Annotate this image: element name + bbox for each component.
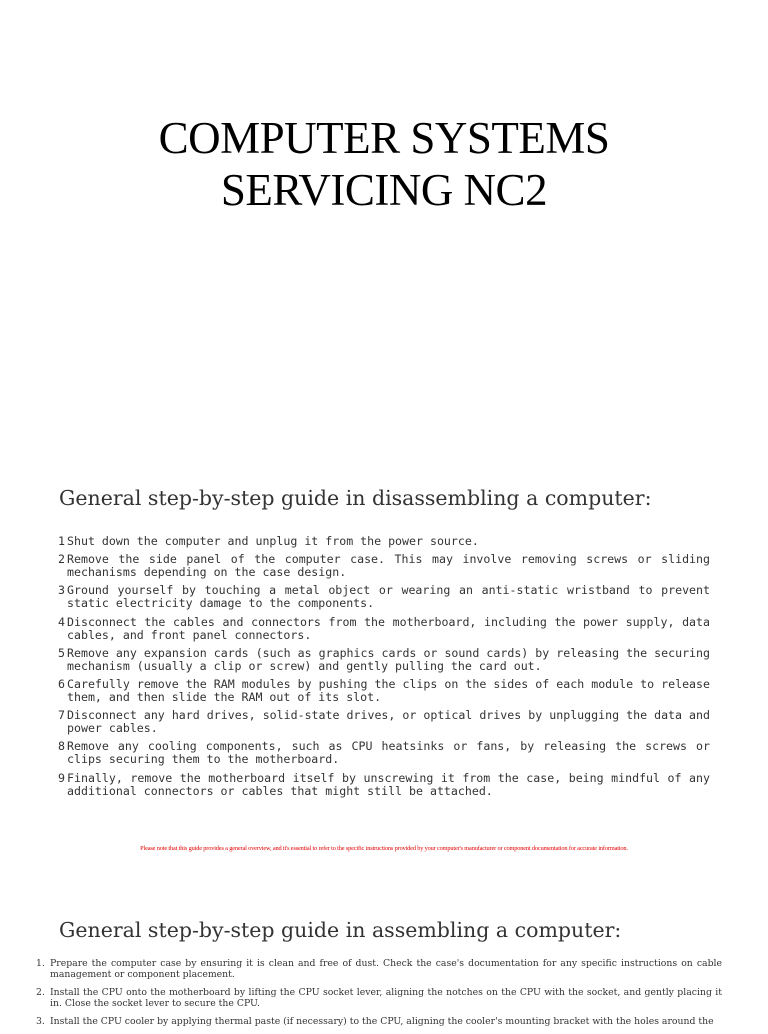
step-text: Remove the side panel of the computer case. This may involve removing screws or sliding mechanisms depending on the case design. bbox=[67, 552, 710, 580]
step-number: 3 bbox=[58, 583, 65, 598]
assembly-steps bbox=[36, 958, 722, 1034]
list-item bbox=[58, 772, 710, 798]
step-text: Disconnect any hard drives, solid-state drives, or optical drives by unplugging the data and power cables. bbox=[67, 708, 710, 736]
step-number: 1. bbox=[36, 958, 45, 969]
list-item bbox=[58, 535, 710, 548]
list-item bbox=[58, 616, 710, 642]
title-line-1: COMPUTER SYSTEMS bbox=[158, 113, 610, 163]
step-text: Carefully remove the RAM modules by pushing the clips on the sides of each module to release them, and then slide the RAM out of its slot. bbox=[67, 676, 710, 704]
step-text: Prepare the computer case by ensuring it is clean and free of dust. Check the case's documentation for any specific instructions on cable management or component placement. bbox=[50, 958, 722, 980]
list-item bbox=[58, 740, 710, 766]
step-number: 1 bbox=[58, 534, 65, 548]
step-number: 3. bbox=[36, 1016, 45, 1027]
list-item bbox=[36, 1016, 722, 1027]
step-number: 8 bbox=[58, 739, 65, 754]
step-number: 9 bbox=[58, 770, 65, 785]
title-line-2: SERVICING NC2 bbox=[220, 165, 548, 215]
step-text: Remove any cooling components, such as CPU heatsinks or fans, by releasing the screws or clips securing them to the motherboard. bbox=[67, 739, 710, 767]
disassembly-heading: General step-by-step guide in disassembling a computer: bbox=[59, 486, 652, 510]
disassembly-steps bbox=[58, 535, 710, 803]
list-item bbox=[58, 678, 710, 704]
document-title bbox=[0, 112, 768, 216]
step-text: Ground yourself by touching a metal object or wearing an anti-static wristband to prevent static electricity damage to the components. bbox=[67, 583, 710, 611]
step-number: 2. bbox=[36, 987, 45, 998]
list-item bbox=[58, 709, 710, 735]
step-number: 4 bbox=[58, 614, 65, 629]
step-text: Remove any expansion cards (such as graphics cards or sound cards) by releasing the securing mechanism (usually a clip or screw) and gently pulling the card out. bbox=[67, 645, 710, 673]
step-text: Install the CPU cooler by applying thermal paste (if necessary) to the CPU, aligning the cooler's mounting bracket with the holes around the bbox=[50, 1016, 714, 1027]
step-text: Shut down the computer and unplug it from the power source. bbox=[67, 534, 479, 548]
list-item bbox=[58, 584, 710, 610]
step-number: 6 bbox=[58, 676, 65, 691]
step-number: 7 bbox=[58, 708, 65, 723]
step-text: Finally, remove the motherboard itself by unscrewing it from the case, being mindful of any additional connectors or cables that might still be attached. bbox=[67, 770, 710, 798]
assembly-heading: General step-by-step guide in assembling a computer: bbox=[59, 918, 622, 942]
list-item bbox=[58, 553, 710, 579]
step-number: 5 bbox=[58, 645, 65, 660]
list-item bbox=[58, 647, 710, 673]
disclaimer-note: Please note that this guide provides a general overview, and it's essential to refer to the specific instructions provided by your computer's manufacturer or component documentation for accurate information. bbox=[140, 845, 628, 852]
step-number: 2 bbox=[58, 552, 65, 567]
list-item bbox=[36, 987, 722, 1009]
list-item bbox=[36, 958, 722, 980]
step-text: Install the CPU onto the motherboard by lifting the CPU socket lever, aligning the notches on the CPU with the socket, and gently placing it in. Close the socket lever to secure the CPU. bbox=[50, 987, 722, 1009]
step-text: Disconnect the cables and connectors from the motherboard, including the power supply, data cables, and front panel connectors. bbox=[67, 614, 710, 642]
